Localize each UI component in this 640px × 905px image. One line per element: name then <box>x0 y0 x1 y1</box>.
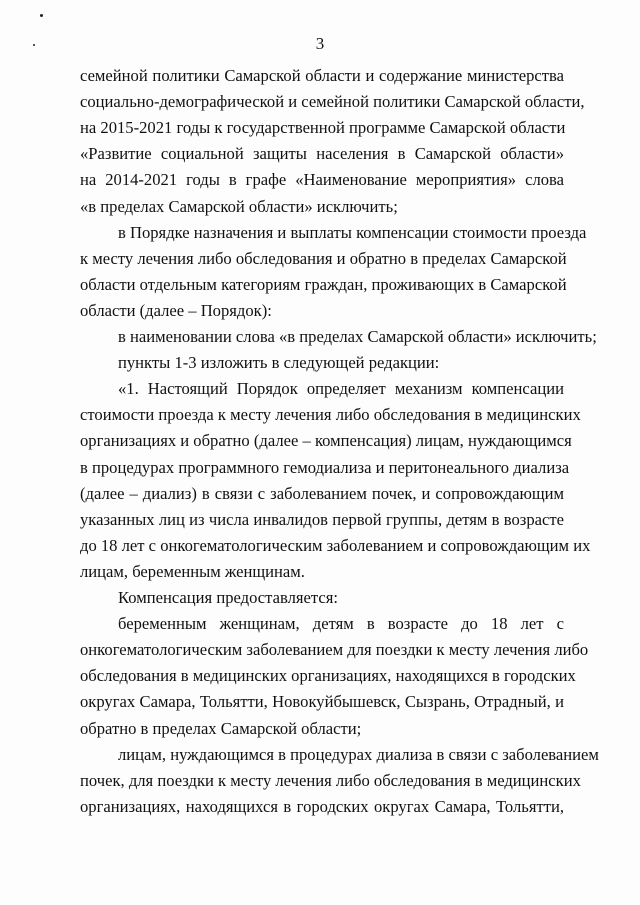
text-line: обратно в пределах Самарской области; <box>80 718 362 738</box>
text-line: лицам, нуждающимся в процедурах диализа в связи с заболеванием <box>118 744 599 764</box>
text-line: округах Самара, Тольятти, Новокуйбышевск, Сызрань, Отрадный, и <box>80 692 564 712</box>
text-line: пункты 1-3 изложить в следующей редакции: <box>118 353 440 373</box>
text-line: области отдельным категориям граждан, проживающих в Самарской <box>80 274 567 294</box>
text-line: стоимости проезда к месту лечения либо обследования в медицинских <box>80 405 581 425</box>
text-line: «Развитие социальной защиты населения в Самарской области» <box>80 144 564 164</box>
text-line: Компенсация предоставляется: <box>118 588 338 607</box>
text-line: онкогематологическим заболеванием для поездки к месту лечения либо <box>80 640 589 660</box>
text-line: в Порядке назначения и выплаты компенсации стоимости проезда <box>118 222 587 242</box>
text-line: лицам, беременным женщинам. <box>80 561 305 581</box>
text-line: (далее – диализ) в связи с заболеванием почек, и сопровождающим <box>80 483 564 503</box>
text-line: на 2015-2021 годы к государственной программе Самарской области <box>80 118 566 138</box>
text-line: почек, для поездки к месту лечения либо обследования в медицинских <box>80 770 581 790</box>
text-line: в процедурах программного гемодиализа и перитонеального диализа <box>80 457 570 477</box>
text-line: беременным женщинам, детям в возрасте до 18 лет с <box>118 614 564 634</box>
text-line: области (далее – Порядок): <box>80 300 272 320</box>
page-number: 3 <box>315 34 325 53</box>
text-line: организациях, находящихся в городских округах Самара, Тольятти, <box>80 796 564 816</box>
text-line: «в пределах Самарской области» исключить; <box>80 196 398 216</box>
text-line: указанных лиц из числа инвалидов первой группы, детям в возрасте <box>80 509 564 529</box>
text-line: до 18 лет с онкогематологическим заболеванием и сопровождающим их <box>80 535 591 555</box>
text-line: организациях и обратно (далее – компенсация) лицам, нуждающимся <box>80 431 572 451</box>
text-line: в наименовании слова «в пределах Самарской области» исключить; <box>118 327 597 346</box>
text-line: семейной политики Самарской области и содержание министерства <box>80 66 564 85</box>
text-line: обследования в медицинских организациях, находящихся в городских <box>80 666 576 686</box>
scan-speck <box>40 14 43 17</box>
text-line: социально-демографической и семейной политики Самарской области, <box>80 92 585 112</box>
text-line: на 2014-2021 годы в графе «Наименование мероприятия» слова <box>80 170 564 190</box>
text-line: к месту лечения либо обследования и обратно в пределах Самарской <box>80 248 567 268</box>
text-line: «1. Настоящий Порядок определяет механизм компенсации <box>118 379 564 399</box>
